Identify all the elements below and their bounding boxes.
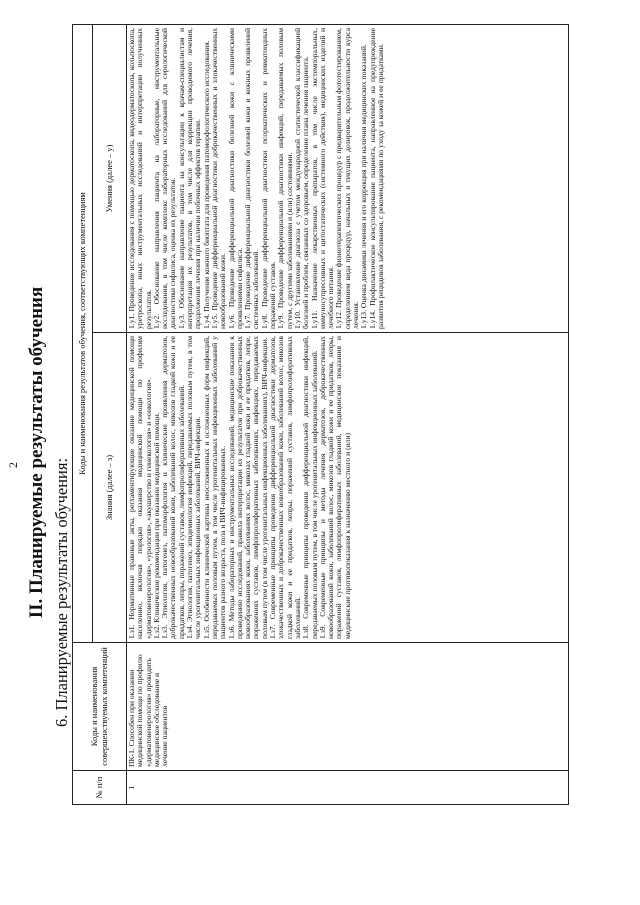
skill-item: 1.у3. Обоснование направление пациента на консультации к врачам-специалистам и интерпретация их результатов, в том числе для коррекции проводимого лечения, продолжения лечения при наличии побочных эффектов терапии. — [176, 27, 203, 329]
skill-item: 1.у8. Проведение дифференциальной диагностики псориатических и ревматоидных поражений суставов. — [259, 27, 278, 329]
knowledge-item: 1.з1. Нормативные правовые акты, регламентирующие оказание медицинской помощи населению, включая порядки оказания медицинской помощи по профилям «дерматовенерология», «урология», «акушерство и гинекология» и «онкология». — [127, 336, 153, 639]
skill-item: 1.у14. Профилактическое консультирование пациента, направленное на предупреждение развития рецидивов заболевания, с рекомендациями по уходу за кожей и ее придатками. — [367, 27, 385, 329]
skill-item: 1.у6. Проведение дифференциальной диагностики болезней кожи с клиническими проявлениями сифилиса. — [226, 27, 244, 329]
knowledge-item: 1.з4. Этиология, патогенез, эпидемиология инфекций, передаваемых половым путем, в том числе урогенитальных инфекционных заболеваний, ВИЧ-инфекции. — [185, 336, 203, 639]
skill-item: 1.у1. Проведение исследования с помощью дерматоскопа, видеодерматоскопа, кольпоскопа, уретроскопа, иных инструментальных исследований и интерпретации полученных результатов. — [127, 27, 153, 329]
skill-item: 1.у10. Установление диагноза с учетом международной статистической классификацией болезней и проблем, связанных со здоровьем, определение плана лечения пациента. — [292, 27, 311, 329]
knowledge-item: 1.з2. Клинические рекомендации при оказании медицинской помощи. — [151, 412, 161, 639]
knowledge-item: 1.з5. Особенности клинической картины неосложненных и осложненных форм инфекций, передаваемых половым путем, в том числе урогенитальных инфекционных заболеваний у пациентов разного возраста, пола и ВИЧ-инфицированных. — [201, 336, 228, 639]
header-results-group: Коды и наименования результатов обучения, соответствующих компетенциям — [73, 24, 93, 642]
skill-item: 1.у13. Оценка динамики лечения и его коррекция при наличии медицинских показаний. — [359, 44, 369, 329]
skill-item: 1.у2. Обоснование направления пациента на лабораторные, инструментальные исследования, в том числе комплекс лабораторных исследований для серологической диагностики сифилиса, оценка их результатов. — [151, 27, 178, 329]
section-title: 6. Планируемые результаты обучения: — [52, 457, 71, 727]
skill-item: 1.у7. Проведение дифференциальной диагностики болезней кожи и кожных проявлений системных заболеваний. — [243, 27, 261, 329]
header-number: № п/п — [73, 771, 127, 805]
page-number: 2 — [6, 462, 20, 468]
knowledge-item: 1.з3. Этиология, патогенез, патоморфология и клинические проявления дерматозов, доброкачественных новообразований кожи, заболеваний волос, микозов гладкой кожи и ее придатков, лепры, поражений суставов, лимфопролиферативных заболеваний. — [160, 336, 186, 639]
table-row — [127, 24, 569, 804]
header-competence: Коды и наименования совершенствуемых компетенций — [73, 643, 127, 771]
results-table — [72, 24, 569, 805]
knowledge-cell — [127, 333, 569, 643]
knowledge-item: 1.з8. Современные принципы проведения дифференциальной диагностики инфекций, передаваемых половым путем, в том числе урогенитальных инфекционных заболеваний. — [301, 336, 319, 639]
skills-cell — [127, 24, 569, 332]
skill-item: 1.у4. Получение кожного биоптата для проведения патоморфологического исследования. — [201, 40, 211, 329]
page-heading: II. Планируемые результаты обучения — [26, 286, 47, 619]
skill-item: 1.у5. Проведение дифференциальной диагностики доброкачественных и злокачественных новообразований кожи. — [209, 27, 228, 329]
competence-cell: ПК-1. Способен при оказании медицинской помощи по профилю «дерматовенерология» проводить медицинское обследование и лечение пациентов — [127, 643, 569, 771]
skill-item: 1.у12. Проведение физиотерапевтических процедур с предварительным фототестированием, определением вида процедур, начальных и текущих дозировок, продолжительности курса лечения. — [334, 27, 361, 329]
knowledge-item: 1.з6. Методы лабораторных и инструментальных исследований, медицинские показания к проведению исследований, правила интерпретации их результатов при доброкачественных новообразованиях кожи, заболеваниях волос, микозах гладкой кожи и ее придатков, лепре, поражениях суставов, лимфопролиферативных заболеваниях, инфекциях, передаваемых половым путем (в том числе урогенитальных инфекционных заболеваниях), ВИЧ-инфекции. — [226, 336, 269, 639]
knowledge-item: 1.з7. Современные принципы проведения дифференциальной диагностики дерматозов, злокачественных и доброкачественных новообразований кожи, заболеваний волос, микозов гладкой кожи и ее придатков, лепры, поражений суставов, лимфопролиферативных заболеваний. — [268, 336, 302, 639]
header-skills: Умения (далее – у) — [93, 24, 127, 332]
knowledge-item: 1.з9. Современные принципы и методы лечения дерматозов, доброкачественных новообразований кожи, заболеваний волос, микозов гладкой кожи и ее придатков, лепры, поражений суставов, лимфопролиферативных заболеваний, медицинские показания и медицинские противопоказания к назначению местного и (или) — [317, 336, 352, 639]
header-knowledge: Знания (далее – з) — [93, 333, 127, 643]
skill-item: 1.у9. Проведение дифференциальной диагностики инфекций, передаваемых половым путем, с другими заболеваниями и (или) состояниями. — [276, 27, 294, 329]
row-number: 1 — [127, 771, 569, 805]
skill-item: 1.у11. Назначение лекарственных препаратов, в том числе экстемпоральных, иммуносупрессивных и цитостатических (системного действия), медицинских изделий и лечебного питания. — [309, 27, 336, 329]
